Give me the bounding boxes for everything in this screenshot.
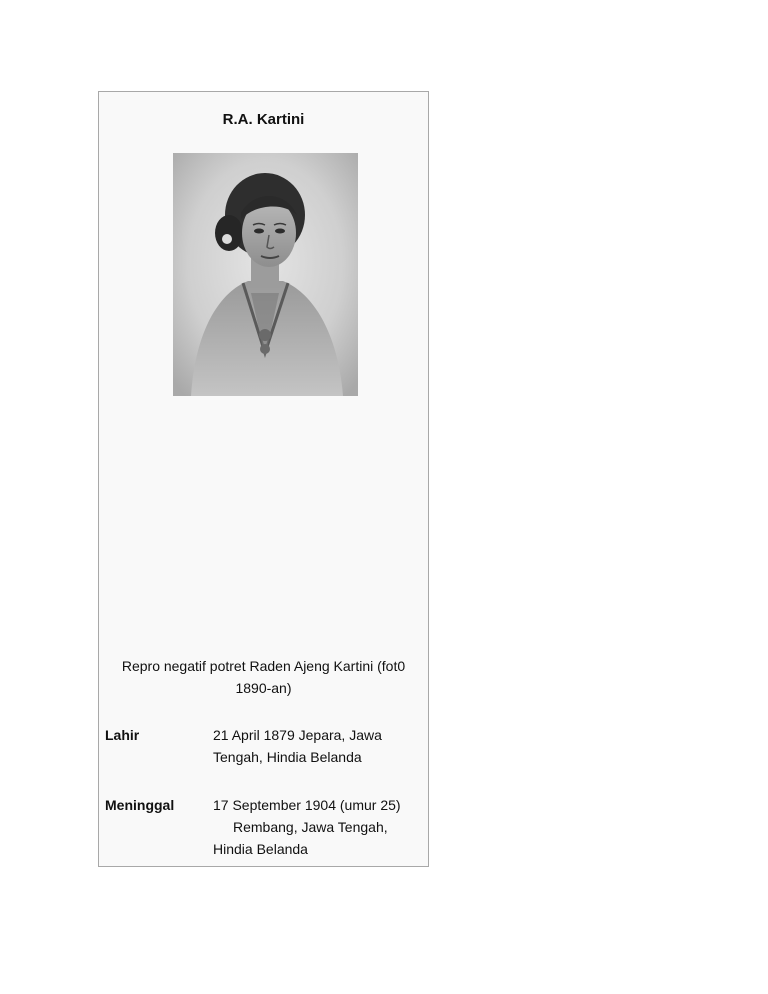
died-value-line: 17 September 1904 (umur 25): [213, 797, 401, 813]
born-value-line: Tengah, Hindia Belanda: [213, 749, 362, 765]
died-value: [213, 794, 423, 860]
born-value-line: 21 April 1879 Jepara, Jawa: [213, 727, 382, 743]
died-value-line: Hindia Belanda: [213, 841, 308, 857]
caption-line: 1890-an): [235, 680, 292, 696]
photo-caption: [109, 655, 418, 699]
portrait-photo: [173, 153, 358, 396]
died-value-line: Rembang, Jawa Tengah,: [233, 819, 388, 835]
caption-line: Repro negatif potret Raden Ajeng Kartini (fot0: [121, 658, 406, 674]
infobox-title: R.A. Kartini: [222, 111, 305, 128]
died-label: Meninggal: [105, 797, 175, 813]
infobox: [98, 91, 429, 867]
born-label: Lahir: [105, 727, 140, 743]
born-value: [213, 724, 423, 768]
